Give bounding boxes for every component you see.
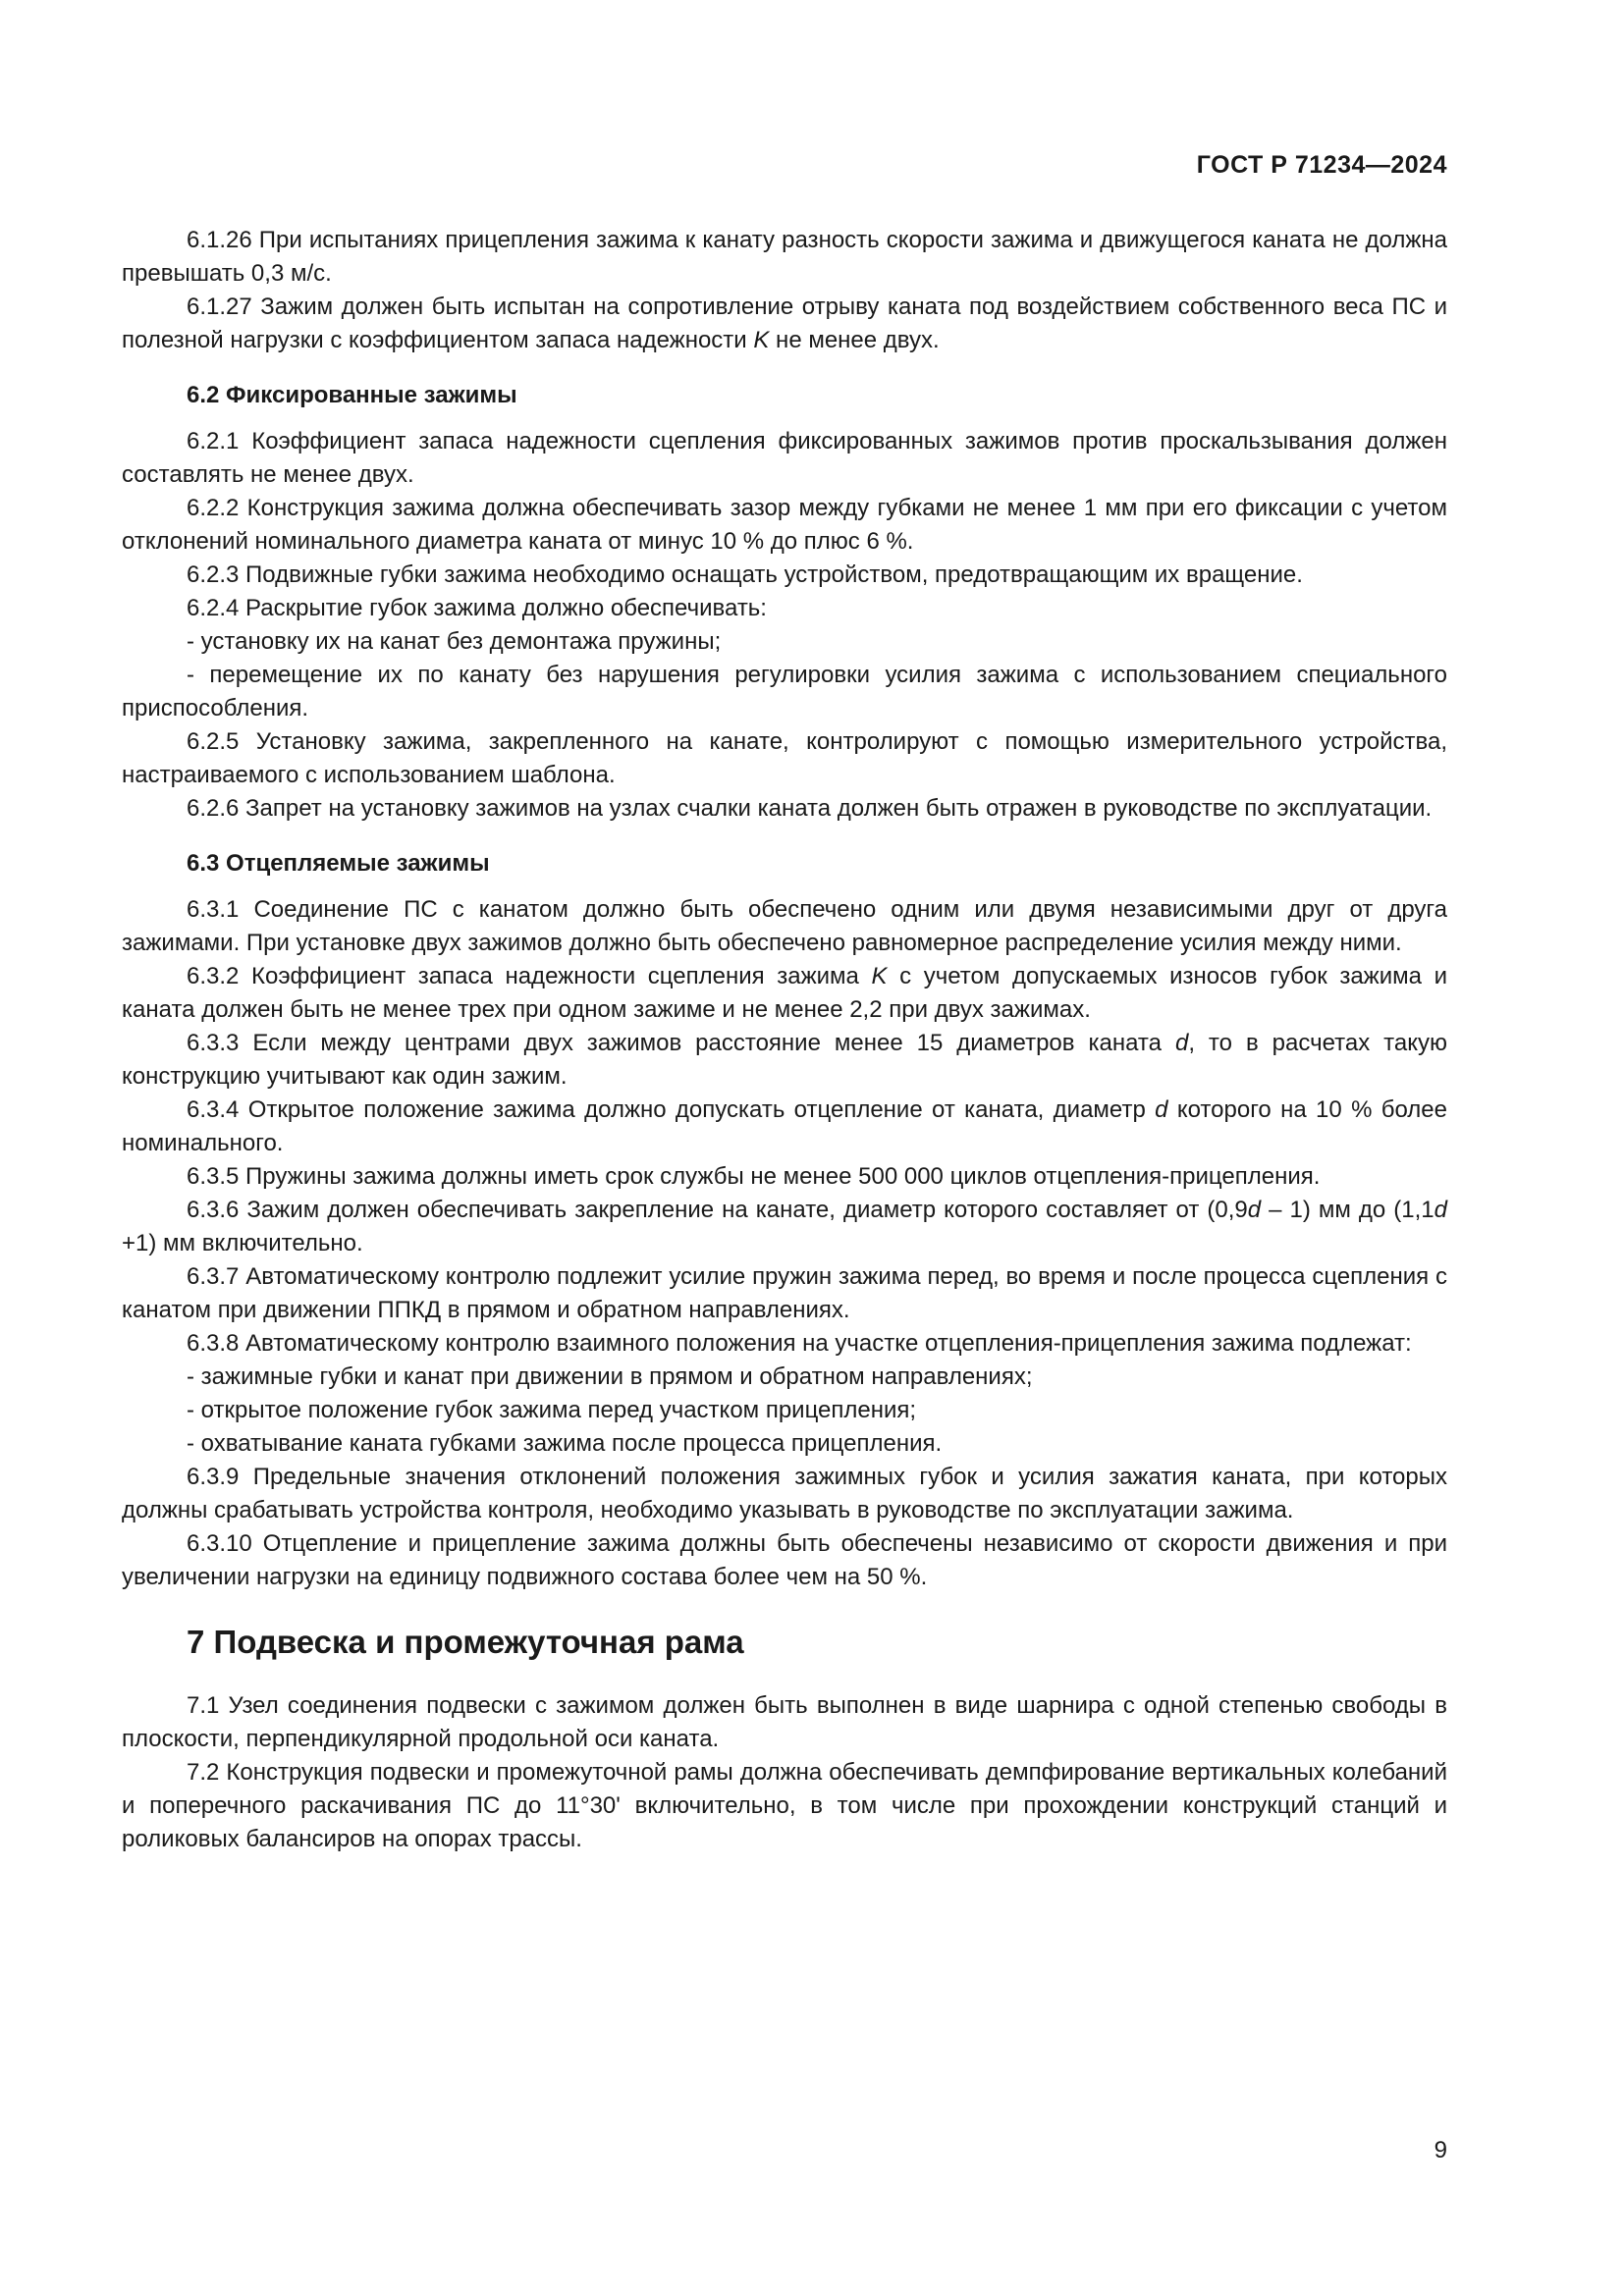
clause-6-1-27: 6.1.27 Зажим должен быть испытан на сопротивление отрыву каната под воздействием собственного веса ПС и полезной нагрузки с коэффициентом запаса надежности K не менее двух. [122,294,1447,353]
clause-6-3-2: 6.3.2 Коэффициент запаса надежности сцепления зажима K с учетом допускаемых износов губок зажима и каната должен быть не менее трех при одном зажиме и не менее 2,2 при двух зажимах. [122,963,1447,1023]
clause-6-2-3: 6.2.3 Подвижные губки зажима необходимо оснащать устройством, предотвращающим их вращение. [187,561,1303,588]
clause-6-2-6: 6.2.6 Запрет на установку зажимов на узлах счалки каната должен быть отражен в руководстве по эксплуатации. [187,795,1433,822]
list-item: - установку их на канат без демонтажа пружины; [187,628,722,655]
clause-6-2-1: 6.2.1 Коэффициент запаса надежности сцепления фиксированных зажимов против проскальзывания должен составлять не менее двух. [122,428,1447,488]
document-designation: ГОСТ Р 71234—2024 [1196,151,1447,179]
clause-7-2: 7.2 Конструкция подвески и промежуточной рамы должна обеспечивать демпфирование вертикальных колебаний и поперечного раскачивания ПС до 11°30' включительно, в том числе при прохождении конструкций станций и роликовых балансиров на опорах трассы. [122,1759,1447,1852]
clause-6-3-1: 6.3.1 Соединение ПС с канатом должно быть обеспечено одним или двумя независимыми друг от друга зажимами. При установке двух зажимов должно быть обеспечено равномерное распределение усилия между ними. [122,896,1447,956]
clause-6-2-5: 6.2.5 Установку зажима, закрепленного на канате, контролируют с помощью измерительного устройства, настраиваемого с использованием шаблона. [122,728,1447,788]
subsection-6-2-heading: 6.2 Фиксированные зажимы [187,382,517,408]
clause-6-3-6: 6.3.6 Зажим должен обеспечивать закрепление на канате, диаметр которого составляет от (0,9d – 1) мм до (1,1d +1) мм включительно. [122,1197,1448,1256]
clause-6-3-3: 6.3.3 Если между центрами двух зажимов расстояние менее 15 диаметров каната d, то в расчетах такую конструкцию учитывают как один зажим. [122,1030,1447,1090]
clause-6-3-9: 6.3.9 Предельные значения отклонений положения зажимных губок и усилия зажатия каната, при которых должны срабатывать устройства контроля, необходимо указывать в руководстве по эксплуатации зажима. [122,1464,1447,1523]
clause-6-1-26: 6.1.26 При испытаниях прицепления зажима к канату разность скорости зажима и движущегося каната не должна превышать 0,3 м/с. [122,227,1447,287]
clause-6-3-5: 6.3.5 Пружины зажима должны иметь срок службы не менее 500 000 циклов отцепления-прицепления. [187,1163,1321,1190]
page-content [122,224,1447,1856]
clause-6-3-4: 6.3.4 Открытое положение зажима должно допускать отцепление от каната, диаметр d которого на 10 % более номинального. [122,1096,1448,1156]
clause-7-1: 7.1 Узел соединения подвески с зажимом должен быть выполнен в виде шарнира с одной степенью свободы в плоскости, перпендикулярной продольной оси каната. [122,1692,1447,1752]
clause-6-3-8: 6.3.8 Автоматическому контролю взаимного положения на участке отцепления-прицепления зажима подлежат: [187,1330,1412,1357]
clause-6-3-10: 6.3.10 Отцепление и прицепление зажима должны быть обеспечены независимо от скорости движения и при увеличении нагрузки на единицу подвижного состава более чем на 50 %. [122,1530,1447,1590]
list-item: - открытое положение губок зажима перед участком прицепления; [187,1397,917,1423]
page-number: 9 [1434,2137,1447,2163]
section-7-heading: 7 Подвеска и промежуточная рама [187,1624,744,1660]
subsection-6-3-heading: 6.3 Отцепляемые зажимы [187,850,490,877]
list-item: - охватывание каната губками зажима после процесса прицепления. [187,1430,943,1457]
clause-6-3-7: 6.3.7 Автоматическому контролю подлежит усилие пружин зажима перед, во время и после процесса сцепления с канатом при движении ППКД в прямом и обратном направлениях. [122,1263,1447,1323]
clause-6-2-2: 6.2.2 Конструкция зажима должна обеспечивать зазор между губками не менее 1 мм при его фиксации с учетом отклонений номинального диаметра каната от минус 10 % до плюс 6 %. [122,495,1447,555]
list-item: - зажимные губки и канат при движении в прямом и обратном направлениях; [187,1363,1033,1390]
list-item: - перемещение их по канату без нарушения регулировки усилия зажима с использованием специального приспособления. [122,662,1447,721]
clause-6-2-4: 6.2.4 Раскрытие губок зажима должно обеспечивать: [187,595,767,621]
